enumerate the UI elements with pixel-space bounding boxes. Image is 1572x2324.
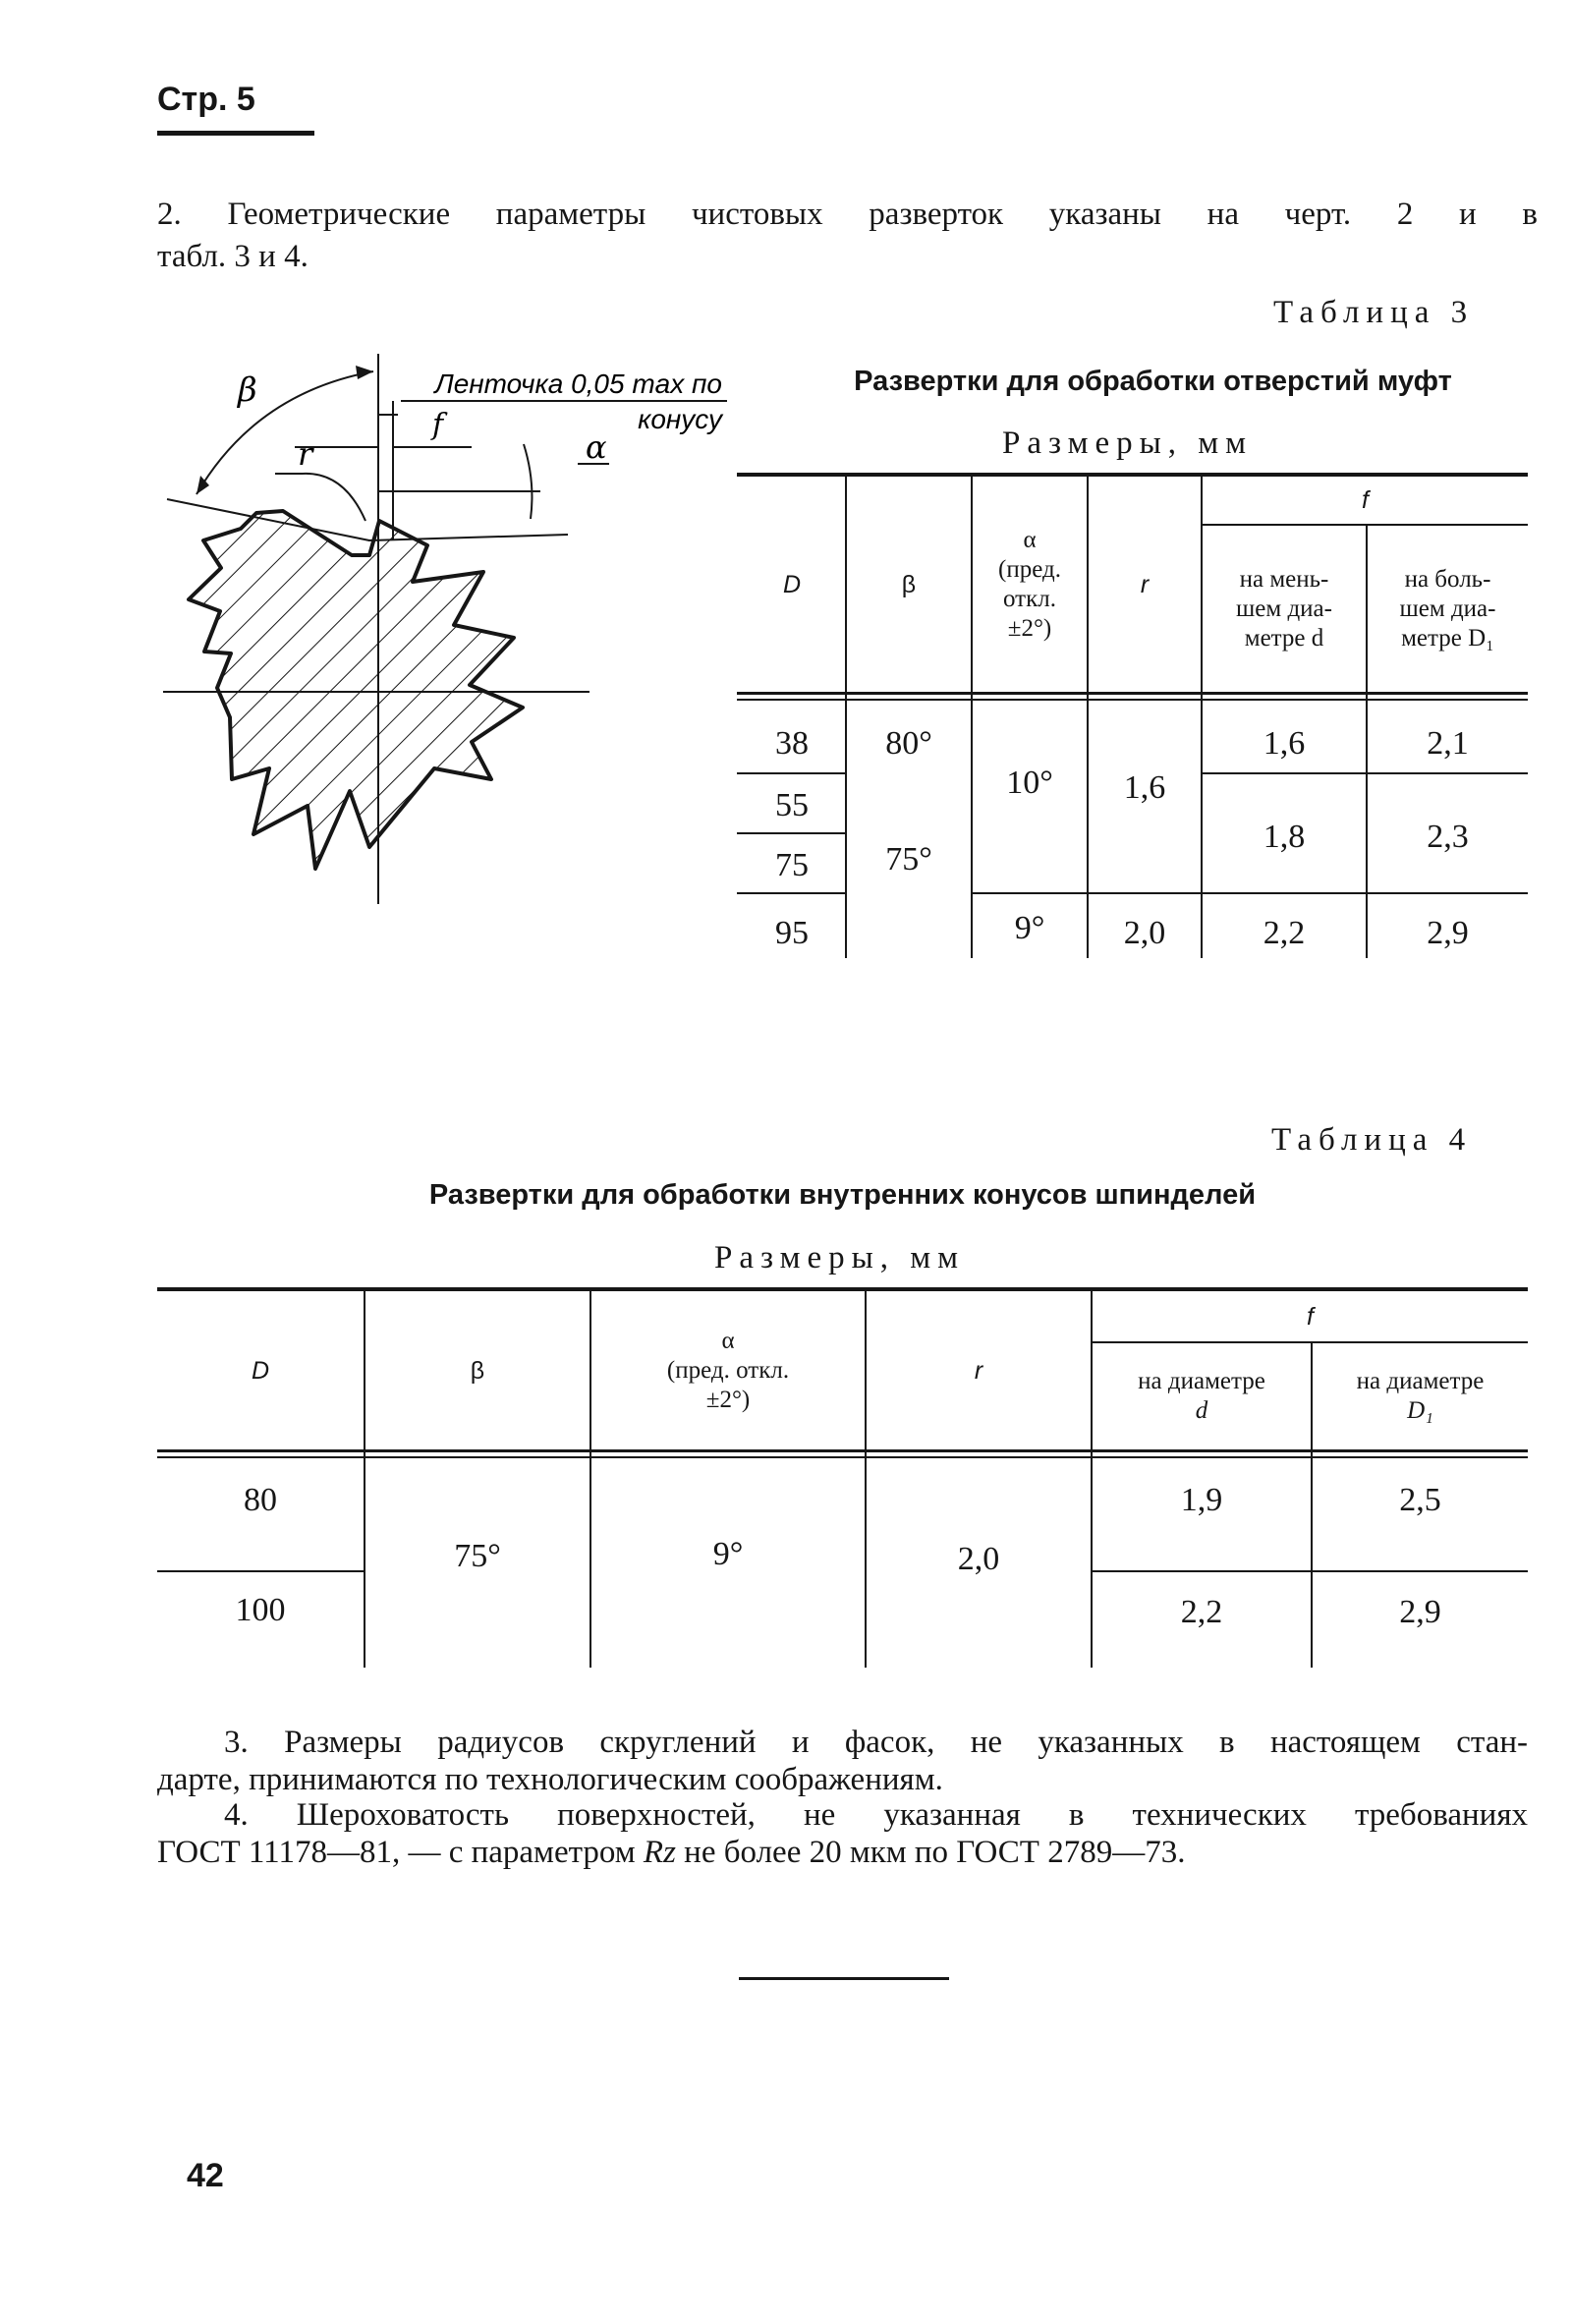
t3-D-38: 38	[775, 725, 809, 762]
t4-D-80: 80	[244, 1482, 277, 1518]
reamer-cross-section-drawing	[147, 354, 737, 924]
t3-D-75: 75	[775, 847, 809, 883]
t3-f-small-1-8: 1,8	[1263, 819, 1306, 855]
alpha-label: α	[586, 428, 607, 466]
t4-f-d-1-9: 1,9	[1180, 1482, 1223, 1518]
beta-arrow-head	[356, 366, 373, 379]
page-label: Стр. 5	[157, 81, 255, 118]
t3-beta-80: 80°	[885, 725, 932, 762]
land-note-line-1: Ленточка 0,05 max по	[434, 368, 722, 399]
t4-header-f-D1: на диаметре D₁	[1356, 1368, 1485, 1424]
t4-header-alpha: α (пред. откл. ±2°)	[666, 1327, 790, 1413]
t4-f-D1-2-9: 2,9	[1399, 1594, 1441, 1630]
t4-r: 2,0	[957, 1541, 1000, 1577]
paragraph-4-line-2: ГОСТ 11178—81, — с параметром Rz не более 20 мкм по ГОСТ 2789—73.	[157, 1835, 1186, 1870]
t3-header-f: f	[1362, 486, 1369, 514]
t3-header-r: r	[1140, 570, 1150, 598]
t3-D-55: 55	[775, 787, 809, 823]
table-3-title: Развертки для обработки отверстий муфт	[854, 366, 1452, 397]
footnote-separator	[739, 1977, 949, 1980]
t4-alpha: 9°	[712, 1536, 744, 1572]
t4-f-d-2-2: 2,2	[1180, 1594, 1223, 1630]
table-4-caption: Таблица 4	[1271, 1122, 1473, 1158]
r-leader	[303, 474, 365, 521]
paragraph-2-line-1: 2. Геометрические параметры чистовых разверток указаны на черт. 2 и в	[157, 197, 1538, 232]
t4-D-100: 100	[235, 1592, 286, 1628]
t3-beta-75: 75°	[885, 841, 932, 878]
t4-header-beta: β	[470, 1356, 485, 1385]
t3-alpha-10: 10°	[1006, 765, 1053, 801]
paragraph-3-line-1: 3. Размеры радиусов скруглений и фасок, не указанных в настоящем стан-	[224, 1725, 1528, 1760]
t3-f-large-2-1: 2,1	[1427, 725, 1469, 762]
t3-f-small-1-6: 1,6	[1263, 725, 1306, 762]
t3-header-alpha: α (пред. откл. ±2°)	[998, 526, 1061, 642]
t3-f-large-2-3: 2,3	[1427, 819, 1469, 855]
t4-header-f-d: на диаметре d	[1138, 1368, 1265, 1424]
t3-D-95: 95	[775, 915, 809, 951]
table-3-caption: Таблица 3	[1273, 295, 1475, 330]
t3-header-D: D	[782, 570, 802, 598]
page-number: 42	[187, 2157, 224, 2194]
t3-header-f-larger-diameter: на боль- шем диа- метре D₁	[1399, 565, 1496, 652]
t4-header-f: f	[1307, 1302, 1314, 1331]
table-4-title: Развертки для обработки внутренних конусов шпинделей	[428, 1179, 1257, 1211]
t3-r-1-6: 1,6	[1123, 769, 1166, 806]
t4-header-r: r	[974, 1356, 983, 1385]
beta-label: β	[238, 370, 257, 410]
t3-f-small-2-2: 2,2	[1263, 915, 1306, 951]
table-4-units: Размеры, мм	[714, 1240, 966, 1275]
paragraph-4-line-1: 4. Шероховатость поверхностей, не указанная в технических требованиях	[224, 1797, 1528, 1833]
paragraph-2-line-2: табл. 3 и 4.	[157, 239, 309, 274]
roughness-parameter: Rz	[643, 1835, 676, 1870]
table-3-units: Размеры, мм	[1002, 425, 1254, 461]
f-label: f	[432, 408, 444, 442]
t3-r-2-0: 2,0	[1123, 915, 1166, 951]
alpha-angle-arc	[524, 444, 532, 519]
r-label: r	[298, 435, 313, 473]
t3-f-large-2-9: 2,9	[1427, 915, 1469, 951]
t3-header-beta: β	[901, 570, 917, 598]
header-rule	[157, 131, 314, 136]
land-note-line-2: конусу	[638, 404, 722, 434]
t3-alpha-9: 9°	[1014, 910, 1045, 946]
t4-beta: 75°	[454, 1538, 501, 1574]
beta-angle-arc	[196, 371, 373, 494]
t4-header-D: D	[251, 1356, 270, 1385]
paragraph-3-line-2: дарте, принимаются по технологическим соображениям.	[157, 1762, 943, 1797]
hatched-tooth-profile	[189, 511, 523, 869]
t4-f-D1-2-5: 2,5	[1399, 1482, 1441, 1518]
t3-header-f-smaller-diameter: на мень- шем диа- метре d	[1236, 565, 1332, 652]
